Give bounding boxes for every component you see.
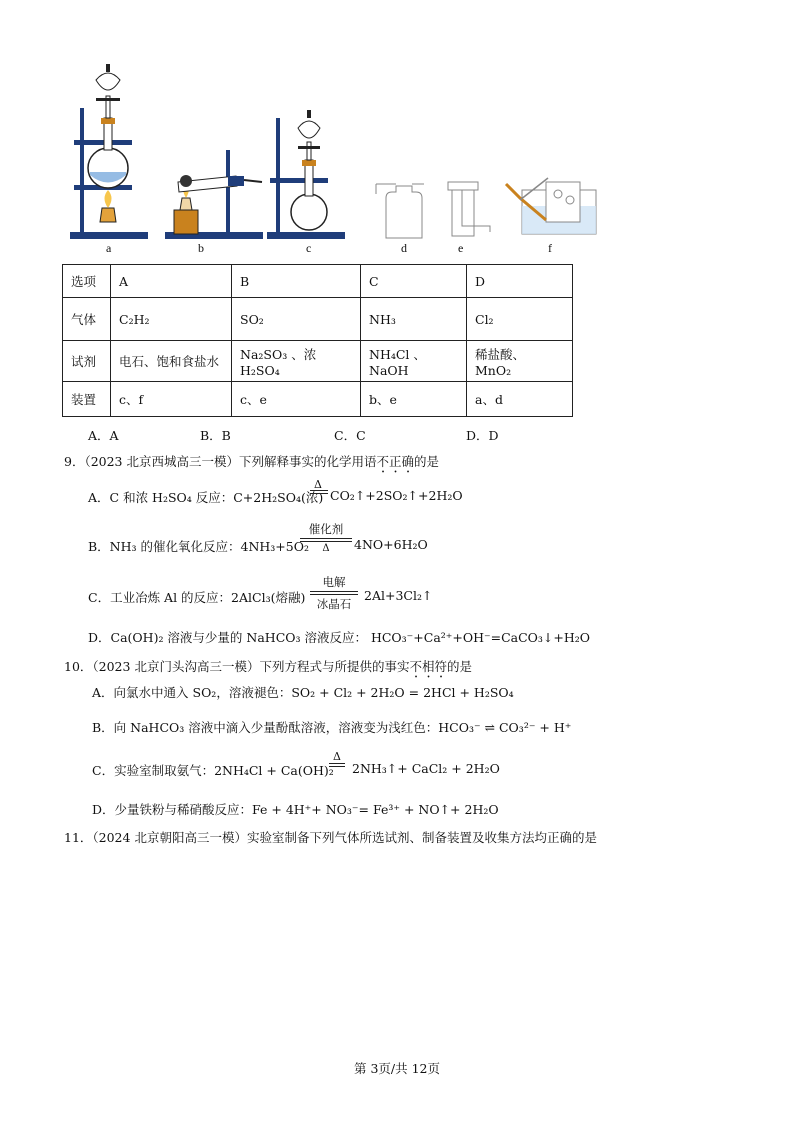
table-cell: Na₂SO₃ 、浓 H₂SO₄ [232, 341, 361, 382]
q10-option-c-prefix: C．实验室制取氨气：2NH₄Cl + Ca(OH)₂ [92, 763, 334, 778]
q9-option-b-condition [300, 521, 352, 554]
q9-option-d: D．Ca(OH)₂ 溶液与少量的 NaHCO₃ 溶液反应： HCO₃⁻+Ca²⁺+OH⁻=CaCO₃↓+H₂O [88, 630, 591, 645]
table-cell: NH₄Cl 、NaOH [361, 341, 467, 382]
apparatus-e [448, 182, 490, 236]
table-cell: B [232, 265, 361, 298]
q9-option-b-prefix: B．NH₃ 的催化氧化反应：4NH₃+5O₂ [88, 539, 309, 554]
table-row [63, 341, 573, 382]
table-row [63, 298, 573, 341]
table-cell: Cl₂ [467, 298, 573, 341]
q10-option-d: D．少量铁粉与稀硝酸反应：Fe + 4H⁺+ NO₃⁻= Fe³⁺ + NO↑+ 2H₂O [92, 802, 499, 817]
table-cell: 稀盐酸、 MnO₂ [467, 341, 573, 382]
q8-choice-b: B．B [200, 428, 231, 443]
q9-option-b-suffix: 4NO+6H₂O [354, 537, 428, 552]
q9-option-a-equals [310, 490, 328, 494]
table-cell: NH₃ [361, 298, 467, 341]
q9-stem-tail: 的是 [414, 454, 440, 469]
table-cell: 试剂 [63, 341, 111, 382]
q9-stem-emphasis: 不正确 [376, 454, 415, 469]
q8-choice-a: A．A [88, 428, 119, 443]
page-footer: 第 3页/共 12页 [353, 1061, 441, 1076]
q11-stem: 11．（2024 北京朝阳高三一模）实验室制备下列气体所选试剂、制备装置及收集方法均正确的是 [64, 830, 597, 845]
apparatus-figure [0, 0, 794, 245]
q8-choice-d: D．D [466, 428, 499, 443]
apparatus-c [267, 110, 345, 239]
q10-stem-emphasis: 不相符 [409, 659, 447, 674]
table-cell: SO₂ [232, 298, 361, 341]
table-cell: 装置 [63, 382, 111, 417]
q9-option-a-suffix: CO₂↑+2SO₂↑+2H₂O [330, 488, 463, 503]
q10-stem-text: 10．（2023 北京门头沟高三一模）下列方程式与所提供的事实 [64, 659, 410, 674]
label-b: b [198, 241, 204, 255]
table-cell: c、f [111, 382, 232, 417]
q9-stem [64, 452, 439, 476]
table-cell: c、e [232, 382, 361, 417]
table-cell: D [467, 265, 573, 298]
table-cell: 电石、饱和食盐水 [111, 341, 232, 382]
table-cell: 选项 [63, 265, 111, 298]
apparatus-a [70, 64, 148, 239]
table-row [63, 382, 573, 417]
apparatus-d [376, 184, 424, 238]
label-e: e [458, 241, 464, 255]
q10-stem [64, 657, 472, 681]
q9-stem-text: 9．（2023 北京西城高三一模）下列解释事实的化学用语 [64, 454, 377, 469]
q10-option-c-equals [329, 763, 345, 767]
q9-option-c-condition [310, 574, 358, 612]
q9-option-a-prefix: A．C 和浓 H₂SO₄ 反应：C+2H₂SO₄(浓) [88, 490, 324, 505]
table-cell: a、d [467, 382, 573, 417]
table-cell: C₂H₂ [111, 298, 232, 341]
label-c: c [306, 241, 312, 255]
apparatus-b [165, 150, 263, 239]
q9-option-b-over: 催化剂 [308, 522, 344, 536]
q10-option-b: B．向 NaHCO₃ 溶液中滴入少量酚酞溶液，溶液变为浅红色：HCO₃⁻ ⇌ CO₃²⁻ + H⁺ [92, 720, 572, 735]
q8-choice-c: C．C [334, 428, 366, 443]
q10-option-c-delta: Δ [333, 750, 341, 763]
apparatus-f [506, 178, 596, 234]
label-d: d [401, 241, 407, 255]
label-f: f [548, 241, 552, 255]
table-cell: C [361, 265, 467, 298]
table-cell: b、e [361, 382, 467, 417]
q10-option-a: A．向氯水中通入 SO₂，溶液褪色：SO₂ + Cl₂ + 2H₂O = 2HCl + H₂SO₄ [92, 685, 514, 700]
q9-option-c-under: 冰晶石 [316, 597, 352, 611]
q9-option-a-delta: Δ [314, 478, 322, 491]
table-cell: A [111, 265, 232, 298]
q9-option-c-prefix: C．工业冶炼 Al 的反应：2AlCl₃(熔融) [88, 590, 306, 605]
q10-option-c-suffix: 2NH₃↑+ CaCl₂ + 2H₂O [352, 761, 500, 776]
q10-stem-tail: 的是 [446, 659, 472, 674]
table-cell: 气体 [63, 298, 111, 341]
table-row [63, 265, 573, 298]
q9-option-b-under: Δ [322, 543, 330, 554]
q9-option-c-over: 电解 [322, 575, 346, 589]
q9-option-c-suffix: 2Al+3Cl₂↑ [364, 588, 433, 603]
options-table [62, 264, 573, 417]
label-a: a [106, 241, 112, 255]
